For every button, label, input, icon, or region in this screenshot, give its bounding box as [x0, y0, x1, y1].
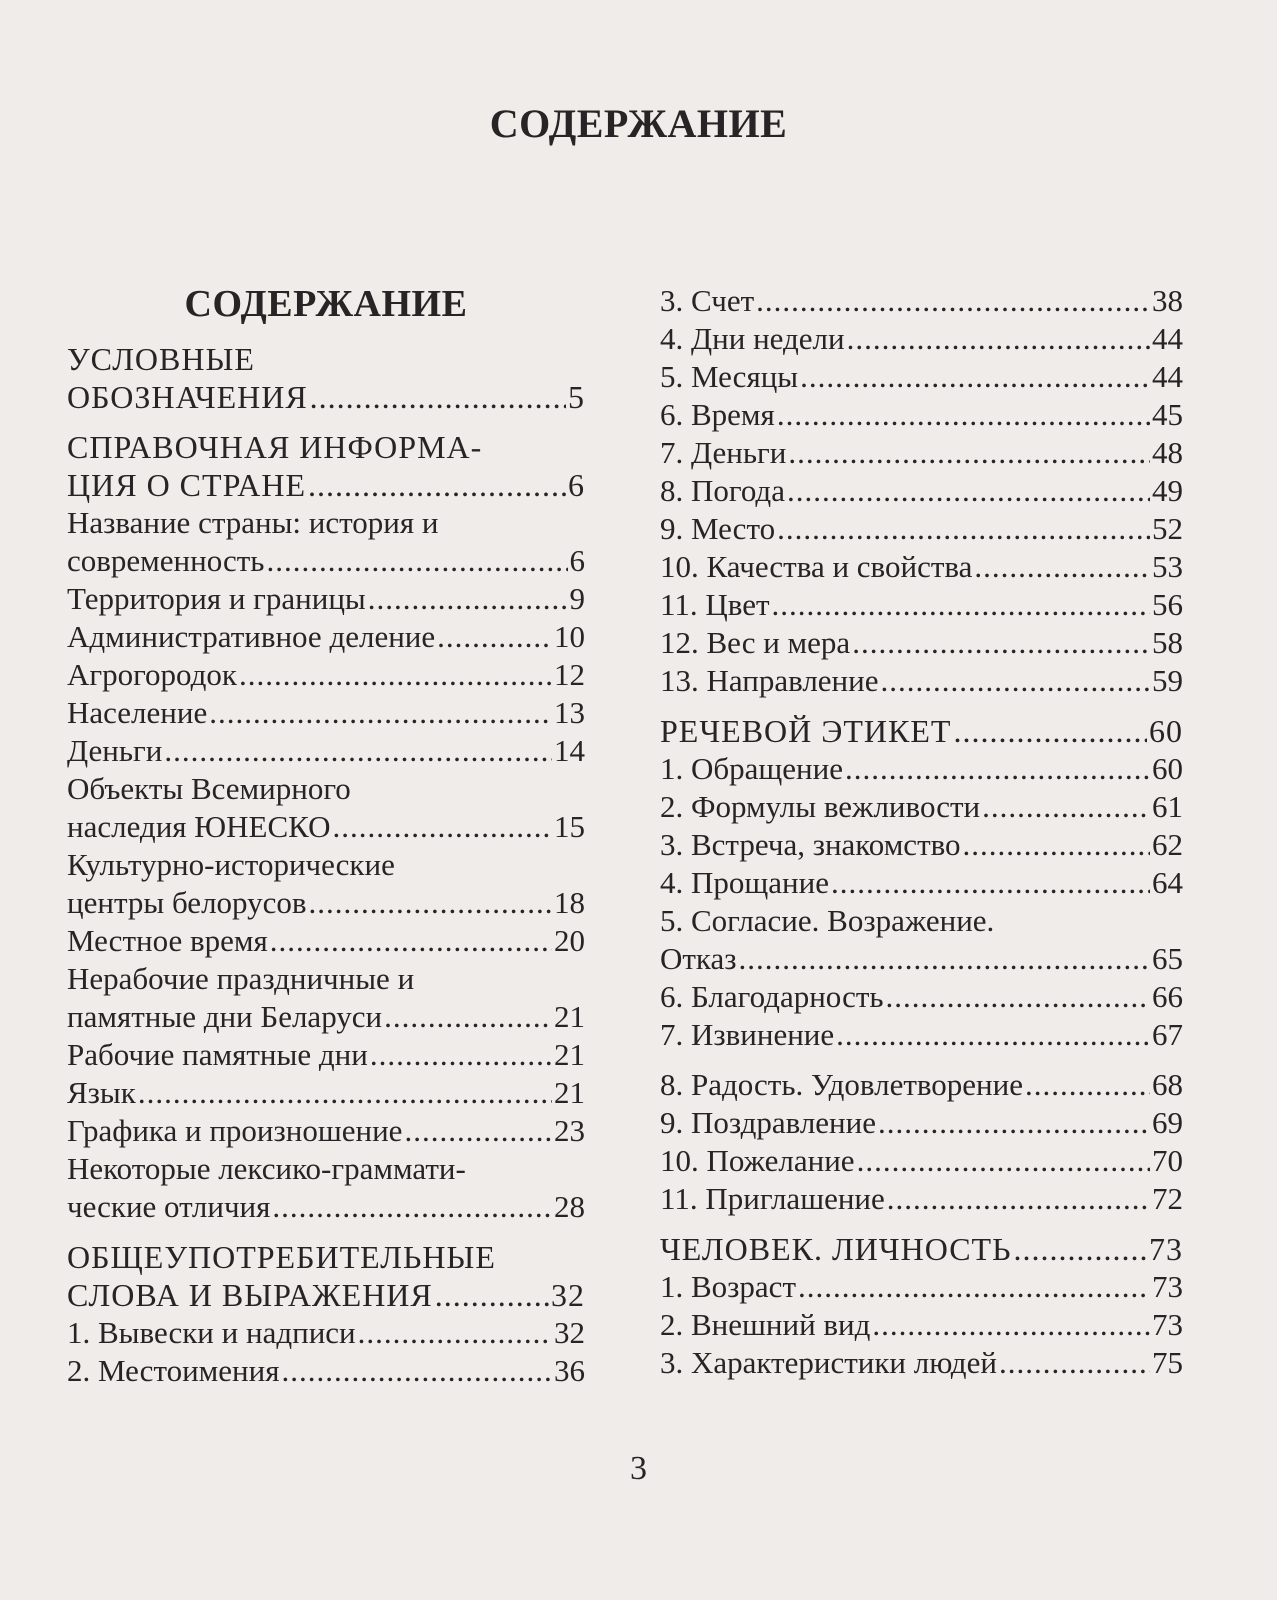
toc-page-number: 61 [1152, 789, 1183, 824]
toc-entry-text: ческие отличия [67, 1189, 271, 1224]
toc-entry-line [660, 586, 1183, 624]
toc-entry-text: 13. Направление [660, 663, 879, 698]
toc-entry-line [660, 1268, 1183, 1306]
toc-entry-text: Местное время [67, 923, 268, 958]
toc-entry-line [660, 1344, 1183, 1382]
toc-entry-text: 6. Время [660, 397, 775, 432]
dot-leader [845, 750, 1150, 788]
toc-entry-line [67, 1074, 585, 1112]
toc-entry-line [660, 1180, 1183, 1218]
toc-entry-text: 12. Вес и мера [660, 625, 851, 660]
toc-page-number: 58 [1152, 625, 1183, 660]
toc-entry [660, 662, 1183, 700]
page-title: СОДЕРЖАНИЕ [489, 101, 788, 146]
dot-leader [239, 656, 552, 694]
toc-page-number: 28 [554, 1189, 585, 1224]
toc-section [660, 712, 1183, 750]
dot-leader [887, 1180, 1150, 1218]
dot-leader [209, 694, 552, 732]
toc-entry-text: 10. Качества и свойства [660, 549, 973, 584]
dot-leader [266, 542, 567, 580]
toc-entry [660, 510, 1183, 548]
toc-page-number: 15 [554, 809, 585, 844]
toc-entry [660, 282, 1183, 320]
toc-page-number: 72 [1152, 1181, 1183, 1216]
toc-section [660, 1230, 1183, 1268]
toc-page-number: 60 [1152, 751, 1183, 786]
toc-entry-line [660, 1142, 1183, 1180]
toc-entry-text: 1. Возраст [660, 1269, 796, 1304]
dot-leader [270, 922, 552, 960]
toc-entry [660, 788, 1183, 826]
toc-entry-line [67, 656, 585, 694]
toc-entry-text: 1. Обращение [660, 751, 843, 786]
dot-leader [886, 978, 1150, 1016]
toc-entry [67, 1074, 585, 1112]
toc-entry-text: 11. Приглашение [660, 1181, 885, 1216]
toc-entry [660, 1268, 1183, 1306]
dot-leader [880, 662, 1150, 700]
toc-entry-text: СПРАВОЧНАЯ ИНФОРМА- [67, 429, 483, 465]
toc-entry-line [660, 320, 1183, 358]
dot-leader [309, 884, 552, 922]
toc-page-number: 5 [568, 379, 585, 415]
toc-entry [67, 732, 585, 770]
toc-entry-text: 3. Характеристики людей [660, 1345, 997, 1380]
toc-entry [67, 694, 585, 732]
toc-entry [67, 1112, 585, 1150]
dot-leader [756, 282, 1150, 320]
toc-entry [67, 922, 585, 960]
toc-entry-text: 5. Месяцы [660, 359, 799, 394]
toc-right-column [660, 282, 1183, 1382]
toc-entry-line [660, 1016, 1183, 1054]
dot-leader [282, 1352, 553, 1390]
toc-entry [67, 504, 585, 580]
toc-entry-line [660, 864, 1183, 902]
toc-entry-text: 2. Местоимения [67, 1353, 280, 1388]
toc-entry [660, 1104, 1183, 1142]
toc-entry-line [67, 732, 585, 770]
dot-leader [982, 788, 1150, 826]
toc-entry [660, 826, 1183, 864]
page-number: 3 [630, 1450, 647, 1487]
toc-entry-text: 1. Вывески и надписи [67, 1315, 356, 1350]
toc-page-number: 36 [554, 1353, 585, 1388]
toc-entry-line [660, 1104, 1183, 1142]
toc-entry-text: Некоторые лексико-граммати- [67, 1151, 466, 1186]
toc-page-number: 62 [1152, 827, 1183, 862]
toc-entry-text: 2. Формулы вежливости [660, 789, 981, 824]
toc-entry [67, 580, 585, 618]
toc-entry-line [660, 1230, 1183, 1268]
toc-page-number: 60 [1149, 713, 1183, 749]
dot-leader [963, 826, 1150, 864]
toc-entry [660, 358, 1183, 396]
toc-entry [660, 434, 1183, 472]
dot-leader [953, 712, 1147, 750]
toc-entry-text: ЦИЯ О СТРАНЕ [67, 467, 307, 503]
toc-page-number: 52 [1152, 511, 1183, 546]
toc-page-number: 44 [1152, 321, 1183, 356]
toc-entry-text: Графика и произношение [67, 1113, 403, 1148]
toc-page-number: 64 [1152, 865, 1183, 900]
toc-entry-line [67, 1314, 585, 1352]
toc-page-number: 56 [1152, 587, 1183, 622]
toc-page-number: 73 [1149, 1231, 1183, 1267]
dot-leader [847, 320, 1150, 358]
dot-leader [777, 396, 1150, 434]
dot-leader [872, 1306, 1150, 1344]
toc-section [67, 340, 585, 416]
toc-page-number: 73 [1152, 1269, 1183, 1304]
dot-leader [836, 1016, 1150, 1054]
dot-leader [798, 1268, 1150, 1306]
toc-entry [67, 656, 585, 694]
toc-entry [660, 750, 1183, 788]
toc-page-number: 45 [1152, 397, 1183, 432]
toc-entry-text: 5. Согласие. Возражение. [660, 903, 995, 938]
toc-page-number: 59 [1152, 663, 1183, 698]
toc-entry-line [67, 1276, 585, 1314]
dot-leader [310, 378, 566, 416]
toc-entry-text: ЧЕЛОВЕК. ЛИЧНОСТЬ [660, 1231, 1012, 1267]
toc-entry-line [67, 808, 585, 846]
toc-entry-text: Агрогородок [67, 657, 237, 692]
toc-entry [67, 960, 585, 1036]
dot-leader [332, 808, 552, 846]
toc-page-number: 18 [554, 885, 585, 920]
dot-leader [999, 1344, 1150, 1382]
toc-entry-line [67, 922, 585, 960]
toc-entry-text: памятные дни Беларуси [67, 999, 383, 1034]
toc-entry-text: 3. Счет [660, 283, 755, 318]
toc-entry [67, 1352, 585, 1390]
dot-leader [384, 998, 552, 1036]
dot-leader [358, 1314, 552, 1352]
toc-entry-line [660, 282, 1183, 320]
dot-leader [370, 1036, 552, 1074]
toc-entry-line [67, 998, 585, 1036]
toc-page-number: 67 [1152, 1017, 1183, 1052]
toc-entry-text: СЛОВА И ВЫРАЖЕНИЯ [67, 1277, 433, 1313]
dot-leader [1025, 1066, 1150, 1104]
toc-page-number: 6 [569, 543, 585, 578]
toc-page-number: 32 [554, 1315, 585, 1350]
toc-entry-line [660, 1306, 1183, 1344]
toc-entry-text: Культурно-исторические [67, 847, 395, 882]
toc-entry-text: 11. Цвет [660, 587, 770, 622]
toc-entry-text: Административное деление [67, 619, 436, 654]
toc-entry-text: ОБОЗНАЧЕНИЯ [67, 379, 308, 415]
toc-entry-line [660, 826, 1183, 864]
dot-leader [852, 624, 1150, 662]
toc-entry-text: УСЛОВНЫЕ [67, 341, 255, 377]
dot-leader [772, 586, 1151, 624]
dot-leader [272, 1188, 552, 1226]
toc-entry-text: ОБЩЕУПОТРЕБИТЕЛЬНЫЕ [67, 1239, 496, 1275]
toc-entry-line [660, 358, 1183, 396]
toc-entry-text: Нерабочие праздничные и [67, 961, 415, 996]
toc-page-number: 49 [1152, 473, 1183, 508]
dot-leader [739, 940, 1150, 978]
dot-leader [777, 510, 1150, 548]
toc-entry-text: наследия ЮНЕСКО [67, 809, 331, 844]
toc-entry-text: 9. Место [660, 511, 776, 546]
toc-entry-line [67, 1352, 585, 1390]
toc-page-number: 13 [554, 695, 585, 730]
toc-entry [660, 548, 1183, 586]
toc-entry-line [67, 694, 585, 732]
toc-entry-line [67, 884, 585, 922]
toc-page-number: 10 [554, 619, 585, 654]
toc-page-number: 68 [1152, 1067, 1183, 1102]
toc-page-number: 69 [1152, 1105, 1183, 1140]
toc-entry [660, 320, 1183, 358]
toc-entry-line [67, 542, 585, 580]
toc-entry [660, 1016, 1183, 1054]
toc-page-number: 9 [569, 581, 585, 616]
toc-entry-line [660, 624, 1183, 662]
toc-entry [67, 1314, 585, 1352]
toc-entry-text: центры белорусов [67, 885, 307, 920]
toc-entry-line [67, 580, 585, 618]
toc-page-number: 12 [554, 657, 585, 692]
toc-entry-text: Население [67, 695, 208, 730]
toc-entry [660, 978, 1183, 1016]
dot-leader [974, 548, 1150, 586]
dot-leader [800, 358, 1150, 396]
dot-leader [787, 472, 1150, 510]
toc-page-number: 32 [551, 1277, 585, 1313]
toc-entry [660, 624, 1183, 662]
toc-entry [660, 864, 1183, 902]
toc-page-number: 14 [554, 733, 585, 768]
toc-entry-text: РЕЧЕВОЙ ЭТИКЕТ [660, 713, 952, 749]
toc-entry [660, 1066, 1183, 1104]
toc-entry [660, 472, 1183, 510]
toc-title: СОДЕРЖАНИЕ [184, 283, 468, 325]
toc-entry-text: 8. Радость. Удовлетворение [660, 1067, 1023, 1102]
toc-entry-text: Деньги [67, 733, 163, 768]
toc-entry-line [660, 472, 1183, 510]
toc-page-number: 48 [1152, 435, 1183, 470]
toc-page-number: 75 [1152, 1345, 1183, 1380]
toc-entry-text: Отказ [660, 941, 737, 976]
toc-entry-text: современность [67, 543, 265, 578]
toc-page-number: 73 [1152, 1307, 1183, 1342]
toc-entry-line [660, 750, 1183, 788]
toc-page-number: 21 [554, 1037, 585, 1072]
toc-entry-text: Рабочие памятные дни [67, 1037, 368, 1072]
toc-entry-text: 2. Внешний вид [660, 1307, 871, 1342]
toc-entry-text: Объекты Всемирного [67, 771, 351, 806]
toc-entry-line [660, 1066, 1183, 1104]
toc-entry-line [67, 1112, 585, 1150]
dot-leader [308, 466, 566, 504]
toc-entry-line [660, 712, 1183, 750]
toc-entry [67, 846, 585, 922]
toc-entry-line [67, 1188, 585, 1226]
toc-page-number: 23 [554, 1113, 585, 1148]
toc-left-column [67, 282, 585, 1390]
toc-entry-line [660, 940, 1183, 978]
toc-page-number: 38 [1152, 283, 1183, 318]
toc-page-number: 20 [554, 923, 585, 958]
toc-section [67, 1238, 585, 1314]
toc-entry-text: 8. Погода [660, 473, 785, 508]
dot-leader [878, 1104, 1150, 1142]
toc-entry [660, 1180, 1183, 1218]
toc-page-number: 70 [1152, 1143, 1183, 1178]
toc-entry [67, 770, 585, 846]
toc-entry-text: Название страны: история и [67, 505, 439, 540]
toc-right-entries [660, 282, 1183, 1382]
toc-entry-text: 4. Прощание [660, 865, 829, 900]
toc-entry [67, 1036, 585, 1074]
dot-leader [404, 1112, 552, 1150]
toc-entry-text: 6. Благодарность [660, 979, 884, 1014]
toc-entry-text: 4. Дни недели [660, 321, 845, 356]
toc-page-number: 44 [1152, 359, 1183, 394]
toc-entry [660, 902, 1183, 978]
dot-leader [437, 618, 552, 656]
toc-entry-line [660, 396, 1183, 434]
toc-entry-line [660, 662, 1183, 700]
toc-entry [660, 1306, 1183, 1344]
dot-leader [857, 1142, 1150, 1180]
toc-entry-text: 7. Деньги [660, 435, 787, 470]
toc-page-number: 21 [554, 999, 585, 1034]
toc-entry-line [660, 548, 1183, 586]
dot-leader [368, 580, 568, 618]
toc-page-number: 21 [554, 1075, 585, 1110]
dot-leader [1013, 1230, 1147, 1268]
toc-entry-line [67, 618, 585, 656]
toc-entry [660, 1142, 1183, 1180]
dot-leader [164, 732, 552, 770]
toc-entry-line [67, 378, 585, 416]
dot-leader [138, 1074, 552, 1112]
toc-entry-line [660, 978, 1183, 1016]
toc-entry-text: Язык [67, 1075, 136, 1110]
toc-entry [660, 396, 1183, 434]
toc-entry-line [660, 788, 1183, 826]
toc-section [67, 428, 585, 504]
toc-left-entries [67, 340, 585, 1390]
toc-entry-line [660, 434, 1183, 472]
toc-page-number: 65 [1152, 941, 1183, 976]
toc-entry [660, 586, 1183, 624]
toc-entry [660, 1344, 1183, 1382]
toc-entry-line [67, 466, 585, 504]
toc-entry-line [660, 510, 1183, 548]
toc-page-number: 6 [568, 467, 585, 503]
toc-page-number: 66 [1152, 979, 1183, 1014]
dot-leader [788, 434, 1150, 472]
toc-entry-line [67, 1036, 585, 1074]
toc-entry-text: 7. Извинение [660, 1017, 835, 1052]
toc-page-number: 53 [1152, 549, 1183, 584]
toc-entry [67, 618, 585, 656]
toc-entry-text: 10. Пожелание [660, 1143, 855, 1178]
toc-entry-text: Территория и границы [67, 581, 366, 616]
dot-leader [831, 864, 1150, 902]
dot-leader [435, 1276, 549, 1314]
toc-entry [67, 1150, 585, 1226]
toc-entry-text: 3. Встреча, знакомство [660, 827, 961, 862]
toc-entry-text: 9. Поздравление [660, 1105, 877, 1140]
